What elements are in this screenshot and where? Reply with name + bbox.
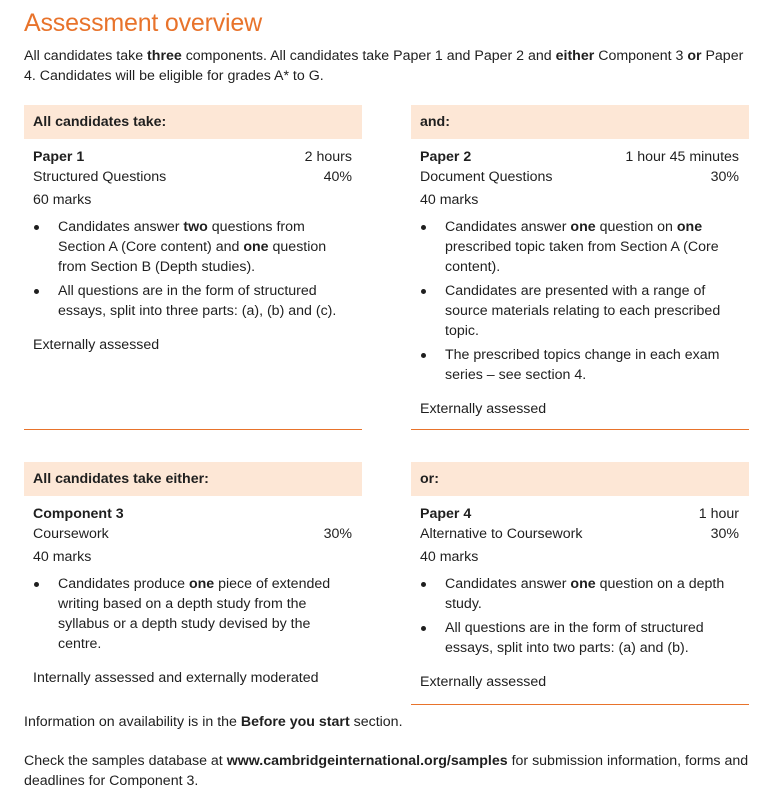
paper-2-box <box>411 105 749 430</box>
box-header: or: <box>411 462 749 496</box>
marks: 40 marks <box>420 549 479 565</box>
weighting: 30% <box>710 169 739 185</box>
duration: 1 hour 45 minutes <box>625 149 739 165</box>
component-name: Component 3 <box>33 506 124 522</box>
duration: 1 hour <box>698 506 739 522</box>
weighting: 30% <box>710 526 739 542</box>
component-name: Paper 4 <box>420 506 472 522</box>
list-item: Candidates answer two questions from Section A (Core content) and one question from Section B (Depth studies). <box>33 217 352 277</box>
divider <box>24 429 362 430</box>
paper-1-box <box>24 105 362 430</box>
marks: 40 marks <box>420 192 479 208</box>
list-item: The prescribed topics change in each exam series – see section 4. <box>420 345 739 385</box>
box-header: All candidates take either: <box>24 462 362 496</box>
component-name: Paper 2 <box>420 149 472 165</box>
marks: 40 marks <box>33 549 92 565</box>
list-item: Candidates answer one question on one prescribed topic taken from Section A (Core content). <box>420 217 739 277</box>
box-header: and: <box>411 105 749 139</box>
assessment-type: Internally assessed and externally moderated <box>33 670 319 686</box>
list-item: Candidates answer one question on a depth study. <box>420 574 739 614</box>
weighting: 30% <box>323 526 352 542</box>
intro-paragraph: All candidates take three components. All candidates take Paper 1 and Paper 2 and either Component 3 or Paper 4. Candidates will be eligible for grades A* to G. <box>24 48 744 84</box>
bullet-list <box>420 217 739 385</box>
assessment-type: Externally assessed <box>420 401 547 417</box>
bullet-list <box>33 574 352 654</box>
divider <box>411 704 749 705</box>
paper-4-box <box>411 462 749 705</box>
list-item: Candidates are presented with a range of source materials relating to each prescribed topic. <box>420 281 739 341</box>
list-item: All questions are in the form of structured essays, split into three parts: (a), (b) and (c). <box>33 281 352 321</box>
component-subtitle: Alternative to Coursework <box>420 526 583 542</box>
component-name: Paper 1 <box>33 149 85 165</box>
availability-note: Information on availability is in the Before you start section. <box>24 714 403 730</box>
bullet-list <box>420 574 739 658</box>
marks: 60 marks <box>33 192 92 208</box>
component-subtitle: Structured Questions <box>33 169 167 185</box>
box-header: All candidates take: <box>24 105 362 139</box>
list-item: Candidates produce one piece of extended writing based on a depth study from the syllabus or a depth study devised by the centre. <box>33 574 352 654</box>
component-subtitle: Document Questions <box>420 169 553 185</box>
list-item: All questions are in the form of structured essays, split into two parts: (a) and (b). <box>420 618 739 658</box>
divider <box>411 429 749 430</box>
duration: 2 hours <box>304 149 352 165</box>
page-title: Assessment overview <box>24 9 262 37</box>
component-subtitle: Coursework <box>33 526 109 542</box>
samples-note: Check the samples database at www.cambridgeinternational.org/samples for submission information, forms and deadlines for Component 3. <box>24 753 749 789</box>
samples-link[interactable]: www.cambridgeinternational.org/samples <box>226 753 508 769</box>
bullet-list <box>33 217 352 321</box>
assessment-type: Externally assessed <box>420 674 547 690</box>
assessment-type: Externally assessed <box>33 337 160 353</box>
weighting: 40% <box>323 169 352 185</box>
component-3-box <box>24 462 362 705</box>
